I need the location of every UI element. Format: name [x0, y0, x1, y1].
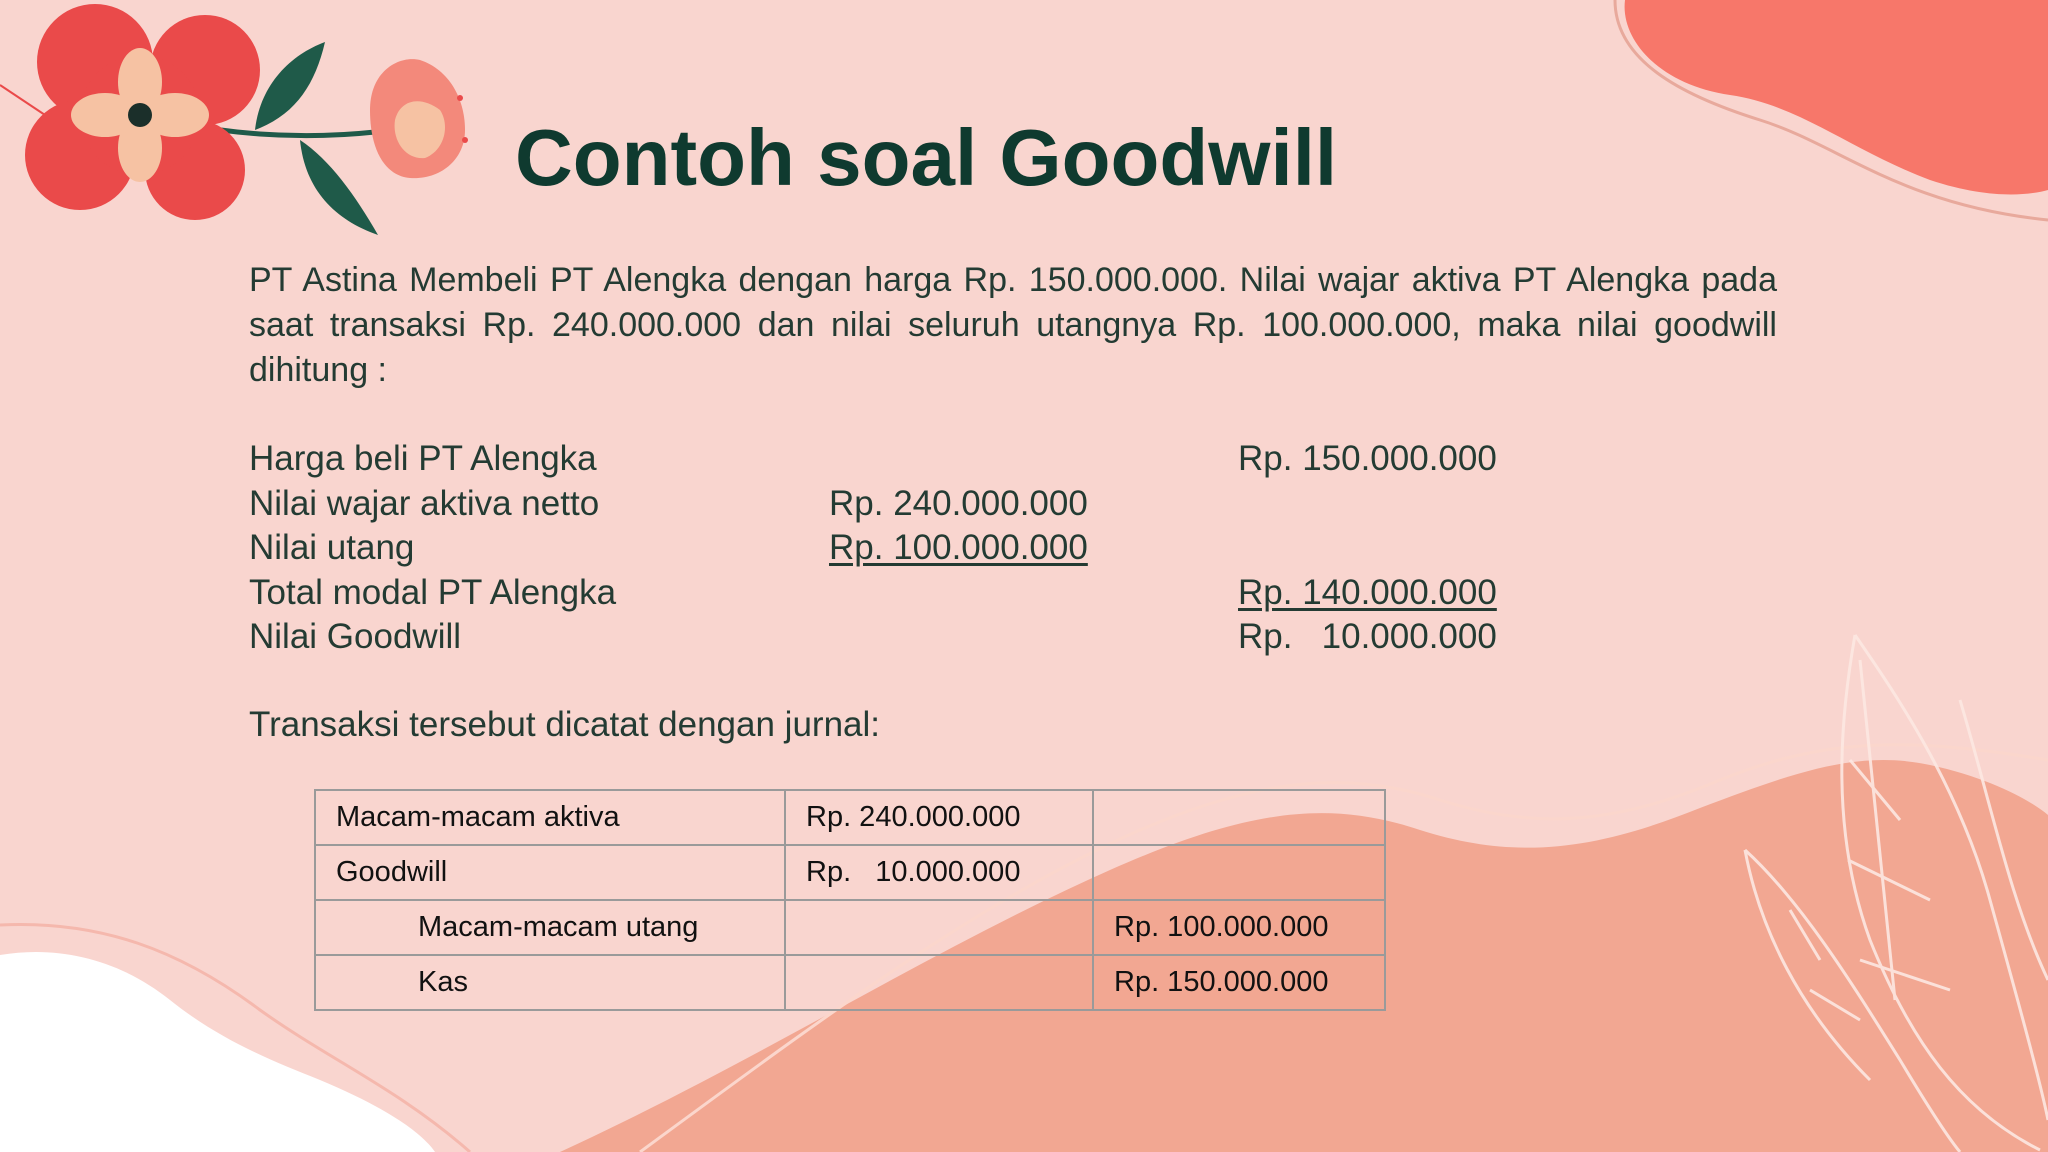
calc-row-fair-value [249, 482, 1549, 527]
calc-row-purchase-price [249, 437, 1549, 482]
calc-right-value: Rp. 150.000.000 [1238, 439, 1497, 478]
journal-debit: Rp. 240.000.000 [785, 790, 1093, 845]
calc-right-value: Rp. 10.000.000 [1238, 617, 1497, 656]
calc-label: Nilai wajar aktiva netto [249, 483, 600, 523]
journal-account: Goodwill [315, 845, 785, 900]
table-row [315, 790, 1385, 845]
top-right-blob [1625, 0, 2048, 194]
goodwill-calculation [249, 437, 1549, 660]
journal-debit: Rp. 10.000.000 [785, 845, 1093, 900]
journal-credit: Rp. 100.000.000 [1093, 900, 1385, 955]
journal-credit [1093, 790, 1385, 845]
problem-statement: PT Astina Membeli PT Alengka dengan harga Rp. 150.000.000. Nilai wajar aktiva PT Alengka pada saat transaksi Rp. 240.000.000 dan nilai seluruh utangnya Rp. 100.000.000, maka nilai goodwill dihitung : [249, 261, 1777, 389]
table-row [315, 845, 1385, 900]
calc-label: Nilai Goodwill [249, 617, 462, 656]
journal-intro: Transaksi tersebut dicatat dengan jurnal: [249, 705, 881, 744]
calc-row-total-equity [249, 571, 1549, 616]
journal-debit [785, 900, 1093, 955]
table-row [315, 955, 1385, 1010]
journal-account: Macam-macam utang [315, 900, 785, 955]
calc-mid-value: Rp. 240.000.000 [829, 483, 1088, 523]
calc-row-liabilities [249, 526, 1549, 571]
journal-credit: Rp. 150.000.000 [1093, 955, 1385, 1010]
calc-label: Total modal PT Alengka [249, 572, 617, 612]
calc-right-value: Rp. 140.000.000 [1238, 572, 1497, 612]
journal-table [314, 789, 1386, 1011]
calc-label: Nilai utang [249, 528, 415, 567]
calc-mid-value: Rp. 100.000.000 [829, 528, 1088, 567]
flower-illustration [0, 4, 468, 235]
table-row [315, 900, 1385, 955]
journal-credit [1093, 845, 1385, 900]
calc-label: Harga beli PT Alengka [249, 439, 597, 478]
journal-account: Kas [315, 955, 785, 1010]
journal-debit [785, 955, 1093, 1010]
slide-title: Contoh soal Goodwill [515, 113, 1338, 202]
calc-row-goodwill [249, 615, 1549, 660]
journal-account: Macam-macam aktiva [315, 790, 785, 845]
